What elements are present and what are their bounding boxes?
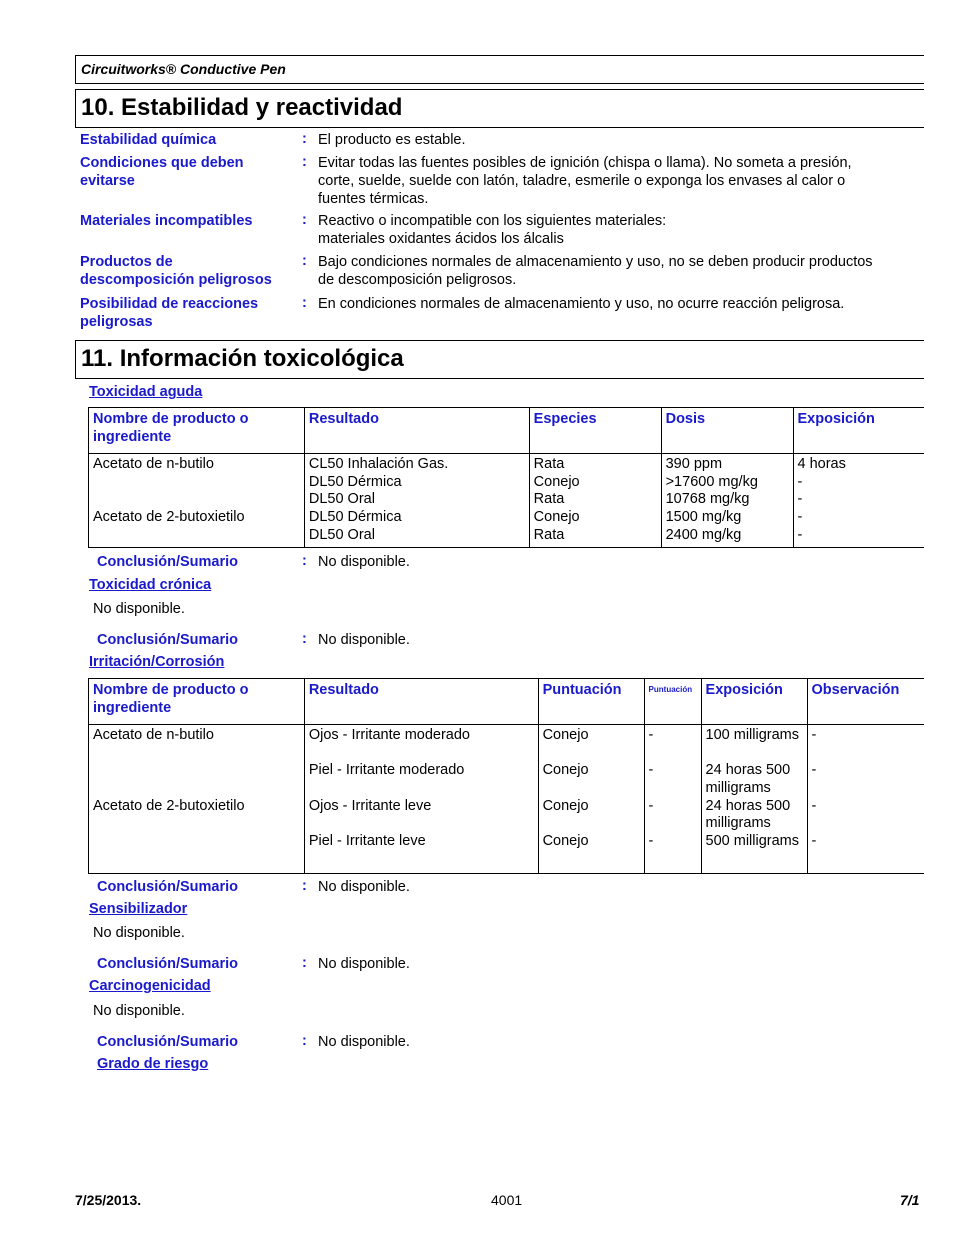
acute-value: 2400 mg/kg [665,526,742,543]
product-header [75,55,924,84]
irritation-value: - [648,762,654,779]
irritation-value: Piel - Irritante moderado [308,762,465,779]
carcinogenicity-conclusion-label: Conclusión/Sumario [97,1034,238,1050]
product-name: Circuitworks® Conductive Pen [81,61,286,77]
label-line: evitarse [80,173,135,189]
stability-row-colon: : [302,212,307,228]
chronic-conclusion-label: Conclusión/Sumario [97,632,238,648]
acute-value: - [797,526,803,543]
irritation-value: Conejo [542,727,589,743]
carcinogenicity-text: No disponible. [93,1003,185,1019]
irritation-table [88,678,924,874]
section-10-title: 10. Estabilidad y reactividad [81,94,403,121]
value-line: Bajo condiciones normales de almacenamiento y uso, no se deben producir productos [318,254,873,270]
irritation-header-cell: Observación [807,679,924,725]
acute-value: Rata [533,491,565,508]
acute-header-cell: Exposición [793,408,924,454]
irritation-value: Conejo [542,762,589,779]
irritation-value: Ojos - Irritante moderado [308,727,470,743]
acute-value: 4 horas [797,456,846,472]
acute-cell-exposure [793,454,924,548]
acute-cell-name [89,454,305,548]
acute-header-cell: Nombre de producto o ingrediente [89,408,305,454]
value-line: materiales oxidantes ácidos los álcalis [318,231,564,247]
footer-date: 7/25/2013. [75,1192,142,1208]
irritation-header-cell: Puntuación [538,679,644,725]
irritation-conclusion-colon: : [302,878,307,894]
acute-value: - [797,491,803,508]
acute-header-cell: Dosis [661,408,793,454]
table-row [89,454,925,548]
acute-value: Rata [533,456,565,472]
irritation-link[interactable]: Irritación/Corrosión [89,654,225,670]
acute-value: >17600 mg/kg [665,473,758,490]
acute-value: - [797,509,803,526]
acute-value: DL50 Oral [308,526,375,543]
irritation-header-cell: Puntuación [644,679,701,725]
acute-value: Conejo [533,473,580,490]
irritation-value: - [811,727,817,743]
value-line: Evitar todas las fuentes posibles de ignición (chispa o llama). No someta a presión, [318,155,852,171]
irritation-value: 24 horas 500 milligrams [705,797,791,832]
chronic-toxicity-link[interactable]: Toxicidad crónica [89,577,212,593]
irritation-cell-species [538,725,644,874]
acute-value: Rata [533,526,565,543]
irritation-value: - [648,833,654,850]
acute-cell-species [529,454,661,548]
irritation-value: - [811,797,817,814]
irritation-value: - [811,833,817,850]
acute-value: Conejo [533,509,580,526]
acute-value: DL50 Dérmica [308,509,402,526]
sensitizer-conclusion-value: No disponible. [318,956,410,972]
irritation-value [93,833,300,868]
irritation-value: Conejo [542,833,589,850]
spacer [93,474,300,492]
value-line: Reactivo o incompatible con los siguientes materiales: [318,213,667,229]
value-line: El producto es estable. [318,132,466,148]
irritation-header-cell: Nombre de producto o ingrediente [89,679,305,725]
irritation-cell-obs [807,725,924,874]
section-11-title: 11. Información toxicológica [81,345,404,372]
irritation-value: - [648,727,654,743]
irritation-header-cell: Resultado [304,679,538,725]
stability-row-colon: : [302,295,307,311]
acute-value: 10768 mg/kg [665,491,750,508]
acute-value: - [797,473,803,490]
irritation-value: 24 horas 500 milligrams [705,762,791,797]
stability-row-label [80,253,272,289]
chronic-conclusion-colon: : [302,631,307,647]
acute-value: DL50 Oral [308,491,375,508]
acute-toxicity-link[interactable]: Toxicidad aguda [89,384,203,400]
spacer [93,491,300,509]
acute-conclusion-label: Conclusión/Sumario [97,554,238,570]
acute-conclusion-colon: : [302,553,307,569]
section-10-header [75,89,924,128]
label-line: Condiciones que deben [80,155,244,171]
stability-row-value [318,154,852,208]
footer-page: 7/1 [900,1192,920,1208]
irritation-cell-score [644,725,701,874]
irritation-value: Acetato de n-butilo [93,727,214,743]
irritation-value: Conejo [542,797,589,814]
irritation-value: - [648,797,654,814]
irritation-conclusion-label: Conclusión/Sumario [97,879,238,895]
sensitizer-conclusion-colon: : [302,955,307,971]
stability-row-colon: : [302,131,307,147]
stability-row-value [318,131,466,149]
sensitizer-link[interactable]: Sensibilizador [89,901,188,917]
value-line: de descomposición peligrosos. [318,272,517,288]
label-line: Materiales incompatibles [80,213,253,229]
acute-cell-results [304,454,529,548]
irritation-header-cell: Exposición [701,679,807,725]
carcinogenicity-conclusion-colon: : [302,1033,307,1049]
irritation-cell-exposure [701,725,807,874]
irritation-value: - [811,762,817,779]
acute-value: DL50 Dérmica [308,473,402,490]
irritation-conclusion-value: No disponible. [318,879,410,895]
stability-row-colon: : [302,253,307,269]
carcinogenicity-link[interactable]: Carcinogenicidad [89,978,211,994]
label-line: Productos de [80,254,173,270]
irritation-value: Acetato de 2-butoxietilo [93,797,245,814]
acute-header-cell: Especies [529,408,661,454]
irritation-cell-name [89,725,305,874]
acute-conclusion-value: No disponible. [318,554,410,570]
chronic-conclusion-value: No disponible. [318,632,410,648]
stability-row-label [80,295,258,331]
stability-row-colon: : [302,154,307,170]
irritation-value: Ojos - Irritante leve [308,797,432,814]
acute-value: 1500 mg/kg [665,509,742,526]
sensitizer-text: No disponible. [93,925,185,941]
label-line: Posibilidad de reacciones [80,296,259,312]
label-line: descomposición peligrosos [80,272,272,288]
acute-value: 390 ppm [665,456,723,472]
stability-row-value [318,212,666,248]
irritation-value: Piel - Irritante leve [308,833,426,850]
acute-cell-doses [661,454,793,548]
acute-value: CL50 Inhalación Gas. [308,456,449,472]
stability-row-label [80,212,252,230]
stability-row-value [318,295,844,313]
label-line: peligrosas [80,314,153,330]
irritation-cell-result [304,725,538,874]
table-row [89,725,925,874]
value-line: En condiciones normales de almacenamiento y uso, no ocurre reacción peligrosa. [318,296,845,312]
irritation-value [93,762,300,797]
stability-row-value [318,253,873,289]
section-11-header [75,340,924,379]
carcinogenicity-conclusion-value: No disponible. [318,1034,410,1050]
value-line: fuentes térmicas. [318,191,429,207]
label-line: Estabilidad química [80,132,217,148]
stability-row-label [80,154,244,190]
ingredient-name: Acetato de 2-butoxietilo [93,509,245,526]
chronic-text: No disponible. [93,601,185,617]
irritation-value: 100 milligrams [705,727,800,743]
acute-toxicity-table [88,407,924,548]
risk-grade-link[interactable]: Grado de riesgo [97,1056,209,1072]
spacer [93,527,300,545]
value-line: corte, suelde, suelde con latón, taladre, esmerile o exponga los envases al calor o [318,173,846,189]
sensitizer-conclusion-label: Conclusión/Sumario [97,956,238,972]
ingredient-name: Acetato de n-butilo [93,456,214,472]
footer-code: 4001 [491,1192,523,1208]
irritation-value: 500 milligrams [705,833,800,850]
acute-header-cell: Resultado [304,408,529,454]
stability-row-label [80,131,216,149]
